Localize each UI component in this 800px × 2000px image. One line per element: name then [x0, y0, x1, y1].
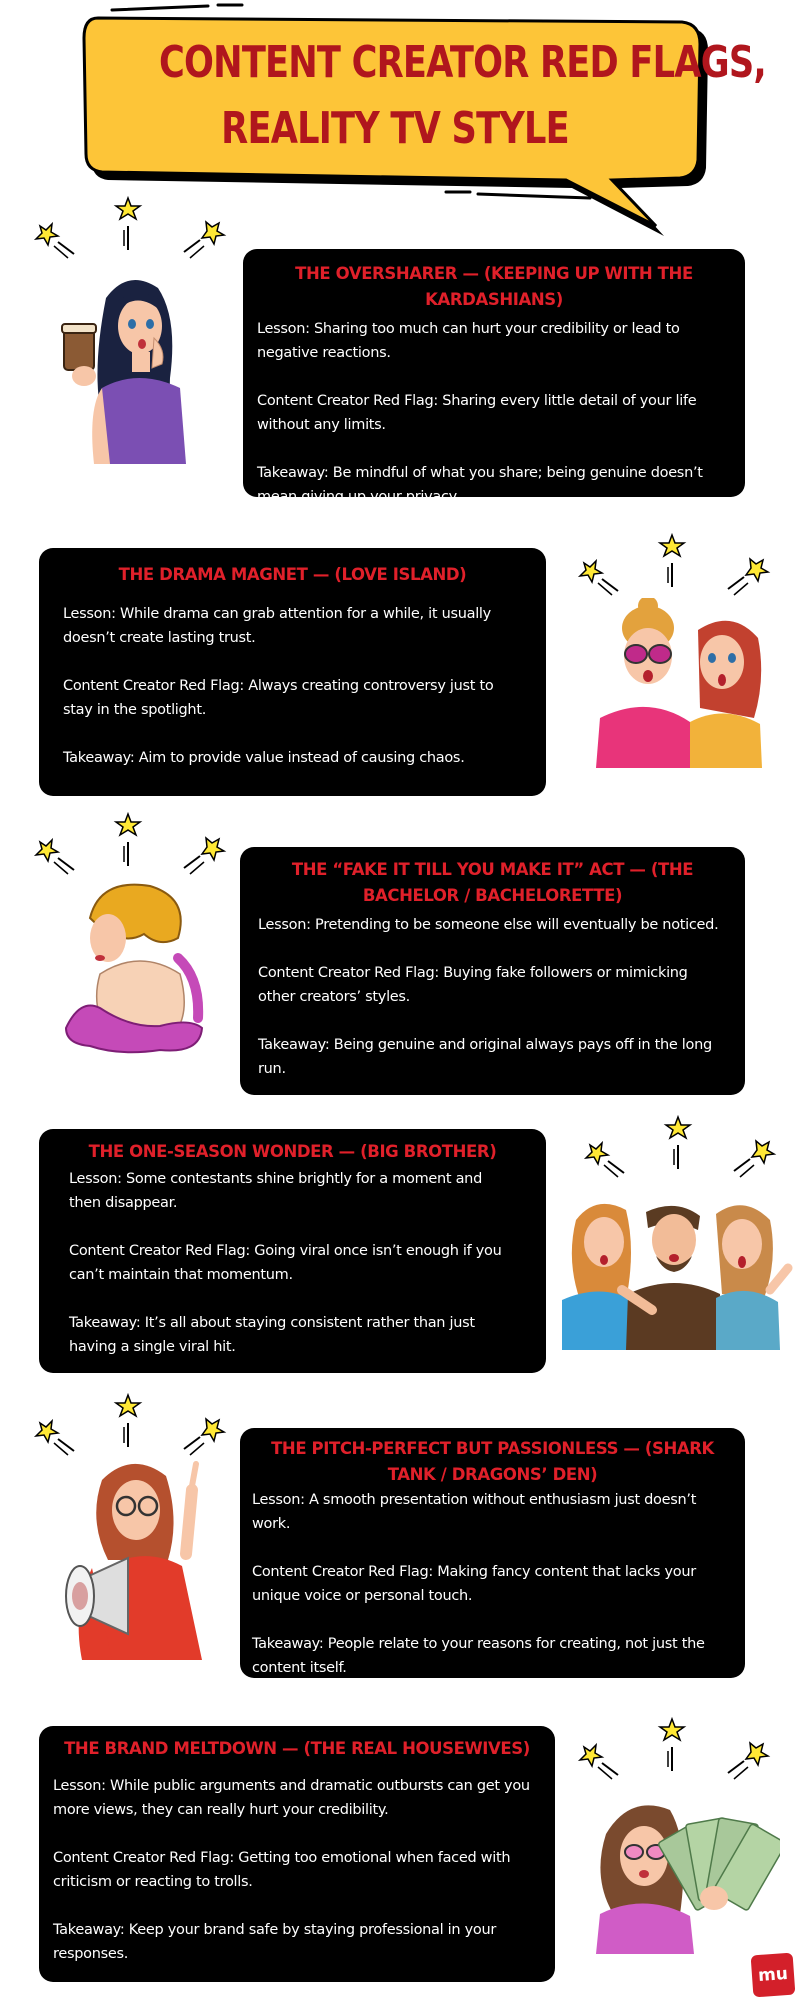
two-surprised-women-illustration [590, 598, 770, 768]
title-line-2: REALITY TV STYLE [221, 103, 569, 154]
card-red-flag: Content Creator Red Flag: Always creating controversy just to stay in the spotlight. [63, 678, 494, 718]
three-surprised-friends-illustration [556, 1190, 796, 1350]
red-flag-card-fake-it [240, 847, 745, 1095]
logo-text: mu [757, 1963, 789, 1987]
card-takeaway: Takeaway: People relate to your reasons for creating, not just the content itself. [252, 1636, 705, 1676]
sparkle-stars-icon [572, 1717, 772, 1787]
card-takeaway: Takeaway: It’s all about staying consistent rather than just having a single viral hit. [69, 1315, 475, 1355]
card-red-flag: Content Creator Red Flag: Getting too emotional when faced with criticism or reacting to trolls. [53, 1850, 511, 1890]
woman-with-coffee-cup-illustration [58, 268, 208, 468]
card-lesson: Lesson: Sharing too much can hurt your credibility or lead to negative reactions. [257, 321, 680, 361]
brand-logo [751, 1953, 796, 1998]
card-lesson: Lesson: A smooth presentation without enthusiasm just doesn’t work. [252, 1492, 697, 1532]
red-flag-card-oversharer [243, 249, 745, 505]
sparkle-stars-icon [572, 533, 772, 603]
card-heading: THE OVERSHARER — (KEEPING UP WITH THE KARDASHIANS) [295, 264, 693, 309]
red-flag-card-pitch-perfect [240, 1428, 745, 1678]
card-red-flag: Content Creator Red Flag: Sharing every little detail of your life without any limits. [257, 393, 697, 433]
card-heading: THE ONE-SEASON WONDER — (BIG BROTHER) [88, 1142, 497, 1161]
title-line-1: CONTENT CREATOR RED FLAGS, [159, 37, 766, 88]
red-flag-card-drama-magnet [39, 548, 546, 796]
card-heading: THE BRAND MELTDOWN — (THE REAL HOUSEWIVES) [64, 1739, 530, 1758]
woman-with-money-fan-illustration [580, 1794, 780, 1954]
red-flag-card-brand-meltdown [39, 1726, 555, 1982]
card-heading: THE DRAMA MAGNET — (LOVE ISLAND) [118, 565, 467, 584]
sparkle-stars-icon [30, 812, 230, 882]
card-lesson: Lesson: Some contestants shine brightly for a moment and then disappear. [69, 1171, 482, 1211]
red-flag-card-one-season-wonder [39, 1129, 546, 1373]
card-lesson: Lesson: Pretending to be someone else will eventually be noticed. [258, 917, 719, 933]
card-takeaway: Takeaway: Aim to provide value instead of causing chaos. [63, 750, 465, 766]
card-red-flag: Content Creator Red Flag: Going viral once isn’t enough if you can’t maintain that momentum. [69, 1243, 502, 1283]
card-takeaway: Takeaway: Be mindful of what you share; being genuine doesn’t mean giving up your privacy. [257, 465, 703, 505]
card-lesson: Lesson: While drama can grab attention for a while, it usually doesn’t create lasting trust. [63, 606, 491, 646]
card-takeaway: Takeaway: Keep your brand safe by staying professional in your responses. [53, 1922, 497, 1962]
woman-with-megaphone-illustration [52, 1450, 222, 1660]
retro-woman-with-boa-illustration [60, 878, 210, 1058]
page-title [159, 30, 766, 162]
sparkle-stars-icon [578, 1115, 778, 1185]
sparkle-stars-icon [30, 196, 230, 266]
card-heading: THE “FAKE IT TILL YOU MAKE IT” ACT — (THE BACHELOR / BACHELORETTE) [291, 860, 694, 905]
card-lesson: Lesson: While public arguments and dramatic outbursts can get you more views, they can really hurt your credibility. [53, 1778, 530, 1818]
card-red-flag: Content Creator Red Flag: Making fancy content that lacks your unique voice or personal touch. [252, 1564, 696, 1604]
card-takeaway: Takeaway: Being genuine and original always pays off in the long run. [258, 1037, 712, 1077]
card-red-flag: Content Creator Red Flag: Buying fake followers or mimicking other creators’ styles. [258, 965, 688, 1005]
card-heading: THE PITCH-PERFECT BUT PASSIONLESS — (SHARK TANK / DRAGONS’ DEN) [271, 1439, 714, 1484]
